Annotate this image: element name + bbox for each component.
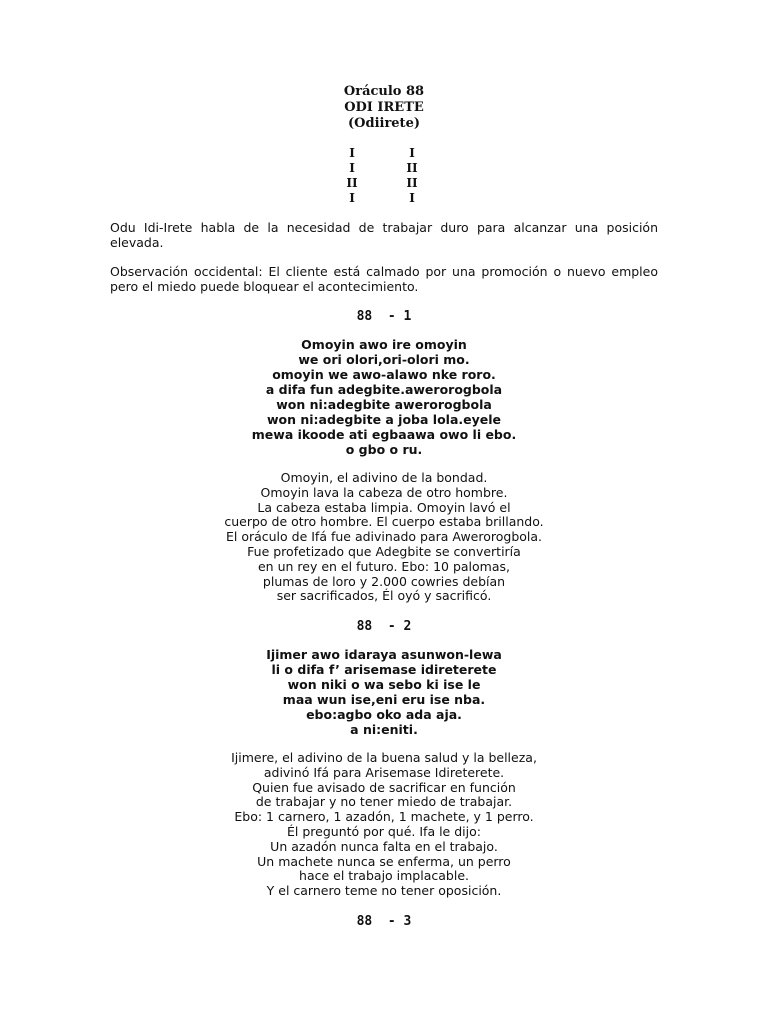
- yoruba-verse: [0, 337, 768, 457]
- oracle-title: Oráculo 88: [343, 84, 425, 99]
- verse-line: maa wun ise,eni eru ise nba.: [282, 692, 486, 707]
- verse-line: won ni:adegbite a joba lola.eyele: [266, 412, 501, 427]
- intro-paragraph: Odu Idi-Irete habla de la necesidad de trabajar duro para alcanzar una posición elevada.: [110, 220, 658, 250]
- translation-line: Un machete nunca se enferma, un perro: [257, 853, 511, 869]
- odu-sign: [320, 146, 440, 206]
- verse-line: Omoyin awo ire omoyin: [301, 337, 467, 352]
- translation-line: Quien fue avisado de sacrificar en función: [252, 779, 516, 795]
- verse-line: o gbo o ru.: [345, 442, 423, 457]
- odu-sign-row: [332, 191, 432, 206]
- translation-line: hace el trabajo implacable.: [299, 868, 469, 884]
- odu-sign-row: [332, 161, 432, 176]
- translation-line: Un azadón nunca falta en el trabajo.: [270, 838, 498, 854]
- translation-line: Omoyin, el adivino de la bondad.: [280, 470, 488, 485]
- observation-paragraph: Observación occidental: El cliente está calmado por una promoción o nuevo empleo pero el miedo puede bloquear el acontecimiento.: [110, 264, 658, 294]
- verse-line: li o difa f’ arisemase idireterete: [271, 662, 497, 677]
- oracle-header: [0, 84, 768, 132]
- oracle-alt-name: (Odiirete): [348, 116, 420, 131]
- section-number: 88 - 2: [356, 619, 412, 634]
- verse-line: a difa fun adegbite.awerorogbola: [265, 382, 503, 397]
- verse-line: ebo:agbo oko ada aja.: [306, 707, 462, 722]
- verse-line: mewa ikoode ati egbaawa owo li ebo.: [251, 427, 517, 442]
- translation-line: cuerpo de otro hombre. El cuerpo estaba brillando.: [224, 514, 544, 530]
- verse-line: won ni:adegbite awerorogbola: [276, 397, 492, 412]
- odu-mark-left: I: [349, 161, 355, 175]
- translation-line: La cabeza estaba limpia. Omoyin lavó el: [257, 499, 511, 515]
- odu-mark-left: II: [346, 176, 358, 190]
- verse-line: a ni:eniti.: [350, 722, 418, 737]
- odu-mark-right: II: [406, 176, 418, 190]
- translation-line: Ijimere, el adivino de la buena salud y la belleza,: [231, 750, 537, 765]
- odu-mark-right: I: [409, 191, 415, 205]
- verse-line: omoyin we awo-alawo nke roro.: [272, 367, 496, 382]
- odu-mark-left: I: [349, 146, 355, 160]
- section-number: 88 - 1: [356, 309, 412, 324]
- translation-line: Ebo: 1 carnero, 1 azadón, 1 machete, y 1 perro.: [234, 809, 534, 825]
- verse-line: won niki o wa sebo ki ise le: [287, 677, 481, 692]
- spanish-translation: [0, 471, 768, 604]
- translation-line: de trabajar y no tener miedo de trabajar.: [255, 794, 513, 810]
- verse-line: we ori olori,ori-olori mo.: [298, 352, 470, 367]
- translation-line: plumas de loro y 2.000 cowries debían: [262, 573, 506, 589]
- spanish-translation: [0, 751, 768, 899]
- translation-line: Y el carnero teme no tener oposición.: [266, 883, 502, 899]
- yoruba-verse: [0, 647, 768, 737]
- translation-line: adivinó Ifá para Arisemase Idireterete.: [263, 764, 505, 780]
- translation-line: Omoyin lava la cabeza de otro hombre.: [260, 484, 508, 500]
- verse-line: Ijimer awo idaraya asunwon-lewa: [266, 647, 502, 662]
- translation-line: ser sacrificados, Él oyó y sacrificó.: [276, 588, 492, 604]
- odu-mark-left: I: [349, 191, 355, 205]
- translation-line: El oráculo de Ifá fue adivinado para Awerorogbola.: [225, 529, 543, 545]
- oracle-name: ODI IRETE: [344, 100, 424, 115]
- odu-mark-right: II: [406, 161, 418, 175]
- translation-line: Él preguntó por qué. Ifa le dijo:: [287, 823, 481, 839]
- translation-line: en un rey en el futuro. Ebo: 10 palomas,: [257, 558, 511, 574]
- odu-sign-row: [332, 176, 432, 191]
- translation-line: Fue profetizado que Adegbite se convertiría: [247, 543, 521, 559]
- odu-sign-row: [332, 146, 432, 161]
- odu-mark-right: I: [409, 146, 415, 160]
- section-number: 88 - 3: [356, 914, 412, 929]
